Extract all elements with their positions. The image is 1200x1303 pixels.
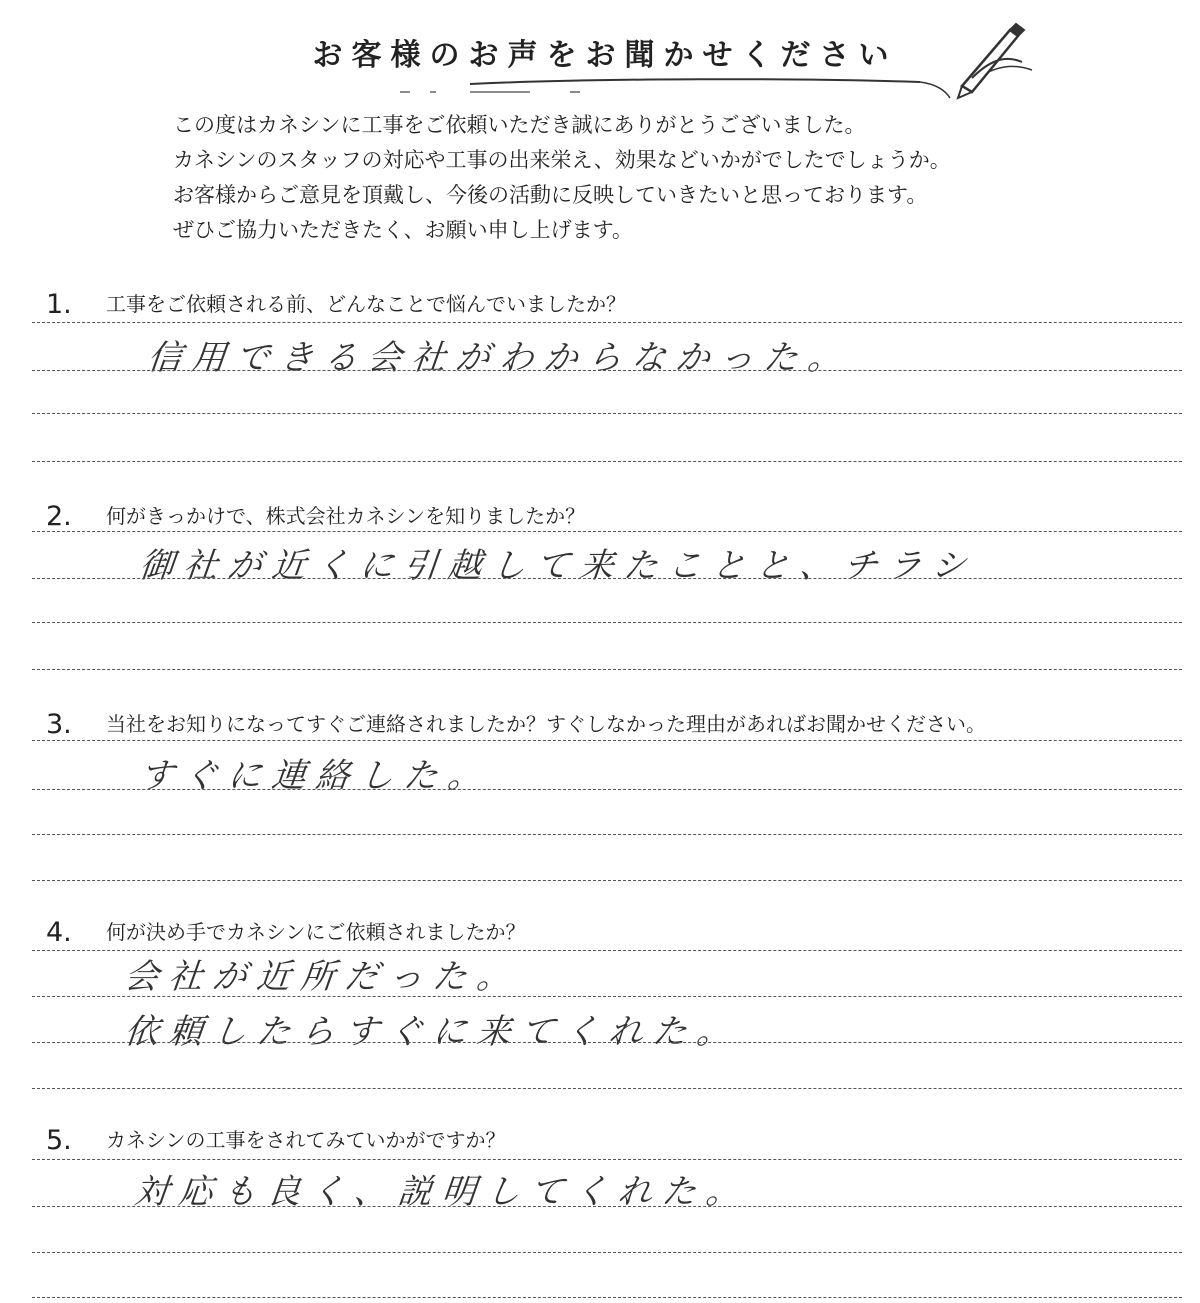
ruled-line bbox=[32, 413, 1182, 414]
question-header bbox=[46, 500, 585, 532]
ruled-line bbox=[32, 1206, 1182, 1207]
ruled-line bbox=[32, 531, 1182, 532]
ruled-line bbox=[32, 322, 1182, 323]
question-number: 3. bbox=[46, 709, 72, 740]
question-text: 工事をご依頼される前、どんなことで悩んでいましたか？ bbox=[106, 292, 626, 316]
question-number: 5. bbox=[46, 1125, 72, 1156]
handwritten-answer: 信用できる会社がわからなかった。 bbox=[145, 338, 854, 378]
ruled-line bbox=[32, 1252, 1182, 1253]
question-header bbox=[46, 288, 626, 320]
ruled-line bbox=[32, 1088, 1182, 1089]
question-number: 4. bbox=[46, 917, 72, 948]
ruled-line bbox=[32, 1159, 1182, 1160]
ruled-line bbox=[32, 1042, 1182, 1043]
handwritten-answer: 会社が近所だった。 bbox=[122, 957, 523, 997]
page-title: お客様のお声をお聞かせください bbox=[312, 38, 898, 73]
intro-paragraph bbox=[173, 108, 1133, 248]
question-header bbox=[46, 916, 526, 948]
question-text: カネシンの工事をされてみていかがですか？ bbox=[106, 1128, 506, 1152]
ruled-line bbox=[32, 834, 1182, 835]
handwritten-answer: 対応も良く、説明してくれた。 bbox=[132, 1172, 753, 1212]
intro-line: この度はカネシンに工事をご依頼いただき誠にありがとうございました。 bbox=[173, 113, 866, 137]
handwritten-answer: 依頼したらすぐに来てくれた。 bbox=[122, 1012, 743, 1052]
intro-line: カネシンのスタッフの対応や工事の出来栄え、効果などいかがでしたでしょうか。 bbox=[173, 148, 951, 172]
pen-icon bbox=[948, 22, 1038, 102]
ruled-line bbox=[32, 370, 1182, 371]
intro-line: ぜひご協力いただきたく、お願い申し上げます。 bbox=[173, 218, 633, 242]
ruled-line bbox=[32, 669, 1182, 670]
title-underline bbox=[400, 70, 960, 100]
ruled-line bbox=[32, 740, 1182, 741]
question-text: 何が決め手でカネシンにご依頼されましたか？ bbox=[106, 920, 526, 944]
question-text: 当社をお知りになってすぐご連絡されましたか？すぐしなかった理由があればお聞かせください。 bbox=[106, 712, 986, 736]
question-number: 1. bbox=[46, 289, 72, 320]
ruled-line bbox=[32, 1297, 1182, 1298]
question-header bbox=[46, 1124, 506, 1156]
intro-line: お客様からご意見を頂戴し、今後の活動に反映していきたいと思っております。 bbox=[173, 183, 928, 207]
ruled-line bbox=[32, 622, 1182, 623]
handwritten-answer: すぐに連絡した。 bbox=[137, 756, 494, 796]
question-header bbox=[46, 708, 986, 740]
question-text: 何がきっかけで、株式会社カネシンを知りましたか？ bbox=[106, 504, 586, 528]
ruled-line bbox=[32, 461, 1182, 462]
question-number: 2. bbox=[46, 501, 72, 532]
handwritten-answer: 御社が近くに引越して来たことと、チラシ bbox=[137, 546, 978, 586]
ruled-line bbox=[32, 880, 1182, 881]
ruled-line bbox=[32, 996, 1182, 997]
ruled-line bbox=[32, 789, 1182, 790]
ruled-line bbox=[32, 578, 1182, 579]
